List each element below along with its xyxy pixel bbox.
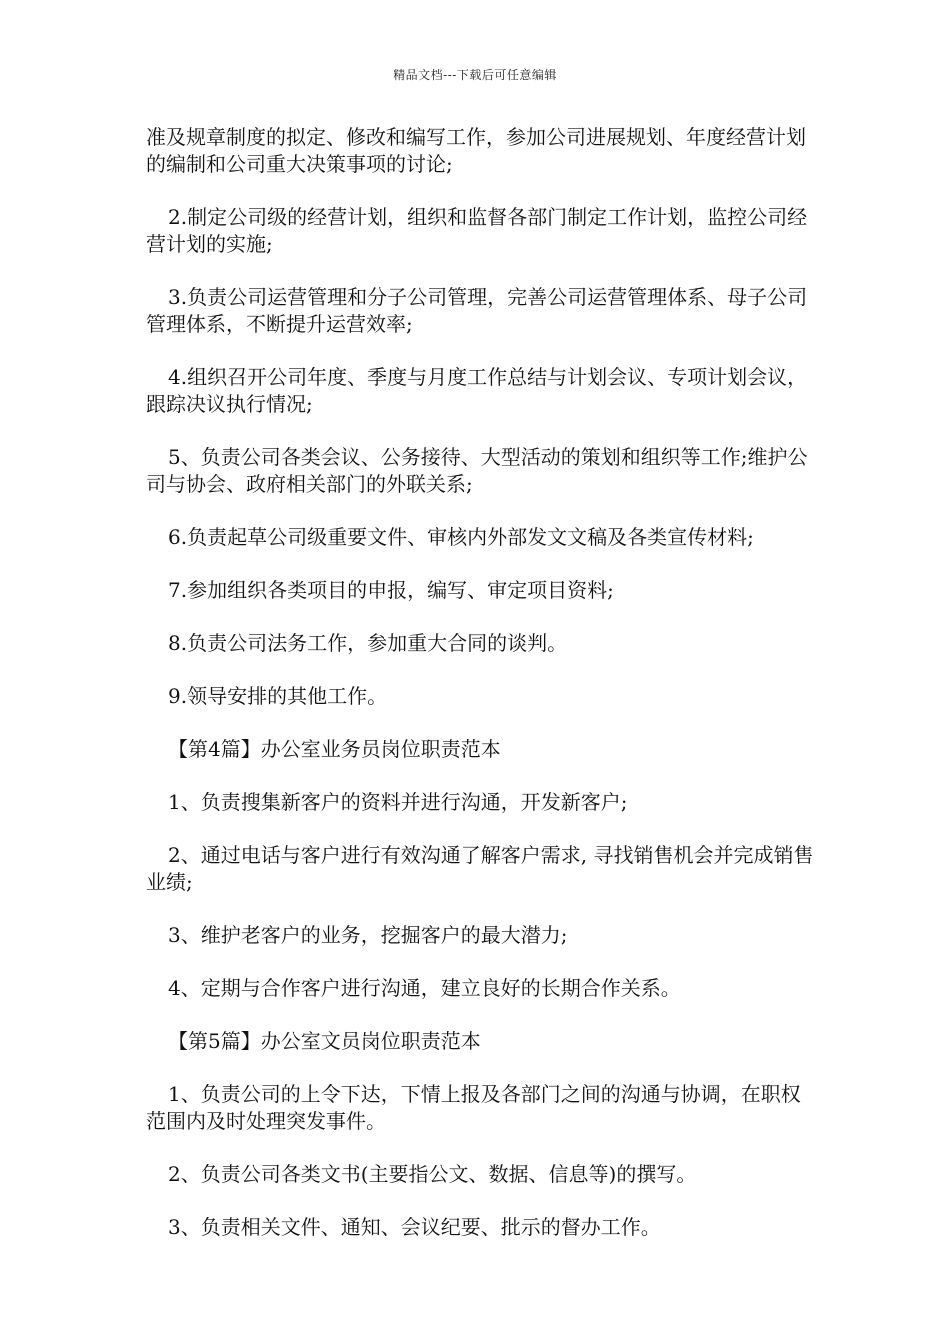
- paragraph: 9.领导安排的其他工作。: [168, 684, 388, 708]
- section-heading: 【第4篇】办公室业务员岗位职责范本: [168, 737, 501, 761]
- paragraph: 准及规章制度的拟定、修改和编写工作，参加公司进展规划、年度经营计划的编制和公司重大决策事项的讨论;: [146, 125, 806, 176]
- paragraph: 8.负责公司法务工作，参加重大合同的谈判。: [168, 631, 568, 655]
- paragraph: 4、定期与合作客户进行沟通，建立良好的长期合作关系。: [168, 976, 681, 1000]
- paragraph: 3、负责相关文件、通知、会议纪要、批示的督办工作。: [168, 1215, 661, 1239]
- paragraph: 7.参加组织各类项目的申报，编写、审定项目资料;: [168, 578, 614, 602]
- paragraph: 5、负责公司各类会议、公务接待、大型活动的策划和组织等工作;维护公司与协会、政府相关部门的外联关系;: [146, 445, 808, 496]
- paragraph: 6.负责起草公司级重要文件、审核内外部发文文稿及各类宣传材料;: [168, 525, 754, 549]
- paragraph: 1、负责搜集新客户的资料并进行沟通，开发新客户;: [168, 790, 628, 814]
- section-heading: 【第5篇】办公室文员岗位职责范本: [168, 1029, 481, 1053]
- paragraph: 3.负责公司运营管理和分子公司管理，完善公司运营管理体系、母子公司管理体系，不断提升运营效率;: [146, 285, 808, 336]
- page-header: 精品文档---下载后可任意编辑: [393, 68, 557, 82]
- paragraph: 2、通过电话与客户进行有效沟通了解客户需求, 寻找销售机会并完成销售业绩;: [146, 843, 814, 894]
- paragraph: 4.组织召开公司年度、季度与月度工作总结与计划会议、专项计划会议，跟踪决议执行情况;: [146, 365, 808, 416]
- paragraph: 3、维护老客户的业务，挖掘客户的最大潜力;: [168, 923, 568, 947]
- paragraph: 2、负责公司各类文书(主要指公文、数据、信息等)的撰写。: [168, 1162, 697, 1186]
- paragraph: 2.制定公司级的经营计划，组织和监督各部门制定工作计划，监控公司经营计划的实施;: [146, 205, 808, 256]
- document-body: [146, 124, 816, 1267]
- paragraph: 1、负责公司的上令下达，下情上报及各部门之间的沟通与协调，在职权范围内及时处理突发事件。: [146, 1082, 801, 1133]
